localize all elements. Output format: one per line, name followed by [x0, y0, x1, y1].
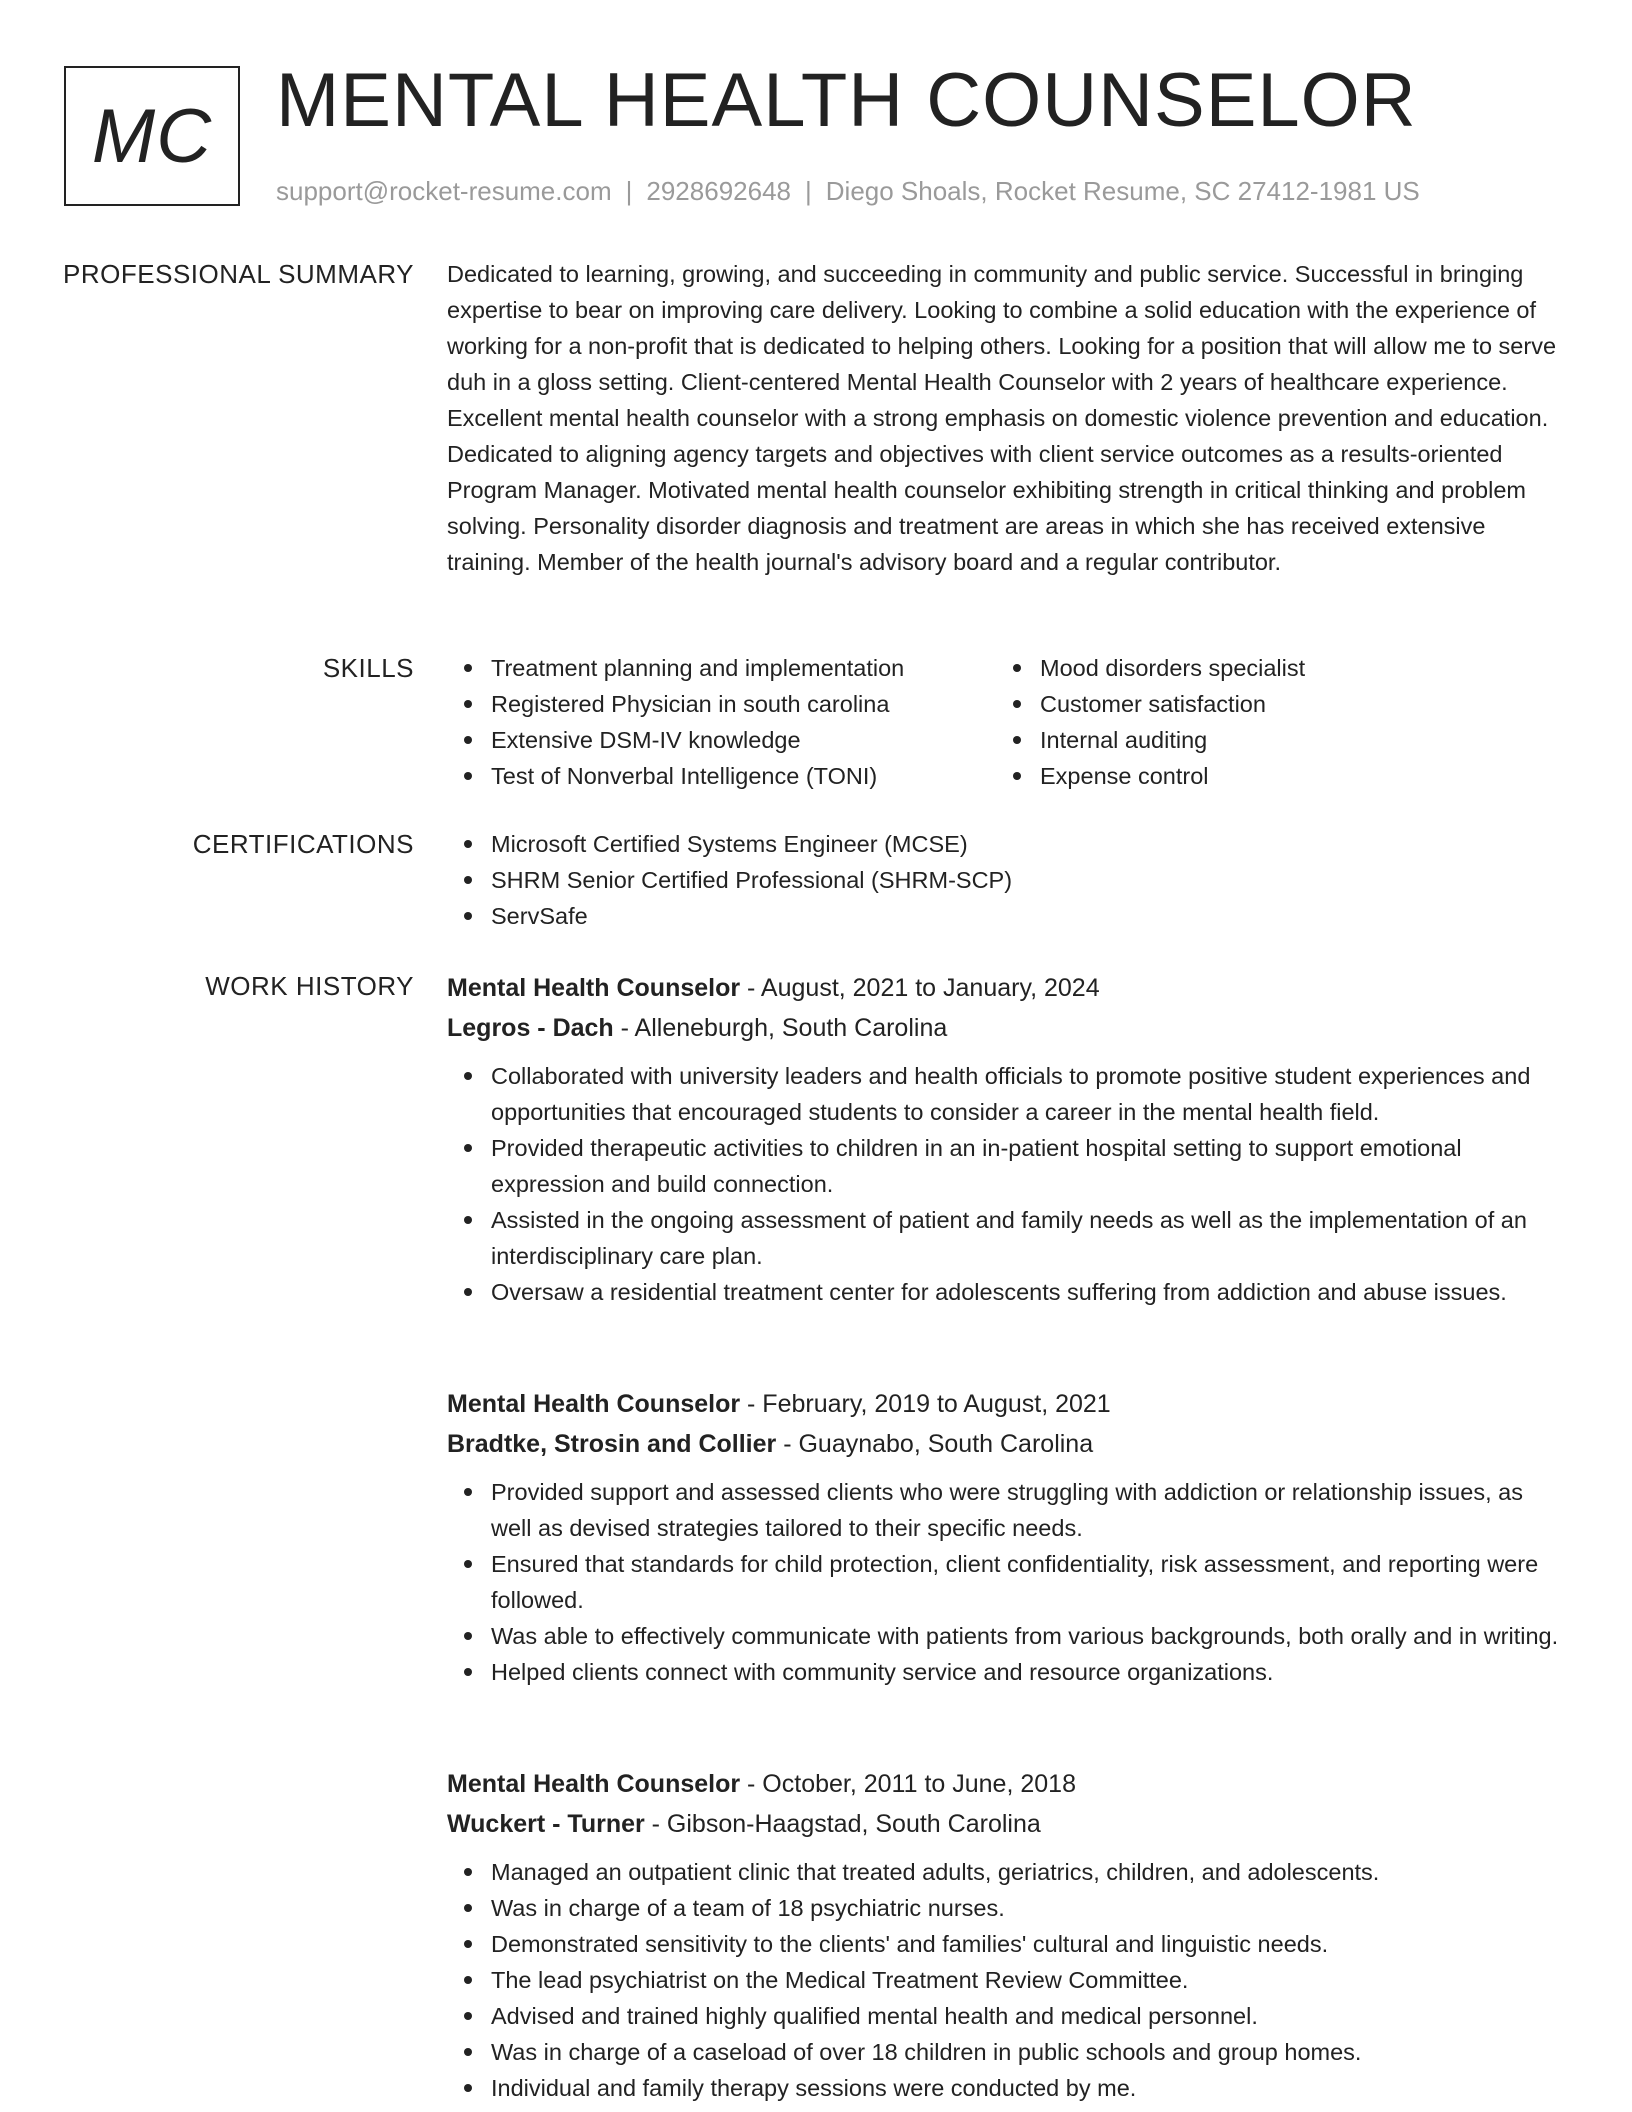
skill-item: Internal auditing [1040, 722, 1545, 758]
contact-email[interactable]: support@rocket-resume.com [276, 176, 612, 206]
contact-separator: | [805, 176, 812, 206]
job-bullet: Was in charge of a team of 18 psychiatric nurses. [491, 1890, 1567, 1926]
job-dates: - August, 2021 to January, 2024 [740, 974, 1100, 1002]
skills-columns [447, 650, 1567, 794]
job-bullet: Assisted in the ongoing assessment of patient and family needs as well as the implementation of an interdisciplinary care plan. [491, 1202, 1567, 1274]
monogram-logo: MC [64, 66, 240, 206]
job-title-line [447, 1764, 1567, 1804]
job-bullet: Managed an outpatient clinic that treated adults, geriatrics, children, and adolescents. [491, 1854, 1567, 1890]
job-title: Mental Health Counselor [447, 1770, 741, 1798]
job-entry [447, 968, 1567, 1310]
certification-item: ServSafe [491, 898, 1567, 934]
skill-item: Mood disorders specialist [1040, 650, 1545, 686]
job-bullet: Provided support and assessed clients who were struggling with addiction or relationship issues, as well as devised strategies tailored to their specific needs. [491, 1474, 1567, 1546]
job-company-line [447, 1424, 1567, 1464]
job-bullets [447, 1854, 1567, 2106]
skill-item: Treatment planning and implementation [491, 650, 996, 686]
job-dates: - February, 2019 to August, 2021 [740, 1390, 1111, 1418]
certification-item: Microsoft Certified Systems Engineer (MCSE) [491, 826, 1567, 862]
job-bullet: The lead psychiatrist on the Medical Treatment Review Committee. [491, 1962, 1567, 1998]
skill-item: Expense control [1040, 758, 1545, 794]
section-label-skills: SKILLS [322, 653, 414, 683]
contact-line [276, 174, 1420, 208]
contact-phone[interactable]: 2928692648 [646, 176, 791, 206]
job-bullet: Was able to effectively communicate with patients from various backgrounds, both orally and in writing. [491, 1618, 1567, 1654]
summary-text: Dedicated to learning, growing, and succeeding in community and public service. Successful in bringing expertise to bear on improving care delivery. Looking to combine a solid education with the experience of working for a non-profit that is dedicated to helping others. Looking for a position that will allow me to serve duh in a gloss setting. Client-centered Mental Health Counselor with 2 years of healthcare experience. Excellent mental health counselor with a strong emphasis on domestic violence prevention and education. Dedicated to aligning agency targets and objectives with client service outcomes as a results-oriented Program Manager. Motivated mental health counselor exhibiting strength in critical thinking and problem solving. Personality disorder diagnosis and treatment are areas in which she has received extensive training. Member of the health journal's advisory board and a regular contributor. [447, 261, 1557, 575]
job-bullet: Collaborated with university leaders and health officials to promote positive student experiences and opportunities that encouraged students to consider a career in the mental health field. [491, 1058, 1567, 1130]
section-label-summary: PROFESSIONAL SUMMARY [63, 259, 414, 289]
job-location: - Gibson-Haagstad, South Carolina [644, 1810, 1041, 1838]
job-company-line [447, 1804, 1567, 1844]
job-bullets [447, 1058, 1567, 1310]
skill-item: Customer satisfaction [1040, 686, 1545, 722]
job-bullets [447, 1474, 1567, 1690]
job-title: Mental Health Counselor [447, 1390, 741, 1418]
job-company: Legros - Dach [447, 1014, 614, 1042]
contact-address: Diego Shoals, Rocket Resume, SC 27412-1981 US [825, 176, 1420, 206]
job-bullet: Was in charge of a caseload of over 18 children in public schools and group homes. [491, 2034, 1567, 2070]
job-location: - Alleneburgh, South Carolina [613, 1014, 948, 1042]
job-bullet: Oversaw a residential treatment center for adolescents suffering from addiction and abuse issues. [491, 1274, 1567, 1310]
skill-item: Test of Nonverbal Intelligence (TONI) [491, 758, 996, 794]
skills-list-left [447, 650, 996, 794]
job-bullet: Advised and trained highly qualified mental health and medical personnel. [491, 1998, 1567, 2034]
skill-item: Registered Physician in south carolina [491, 686, 996, 722]
job-bullet: Helped clients connect with community service and resource organizations. [491, 1654, 1567, 1690]
job-bullet: Demonstrated sensitivity to the clients' and families' cultural and linguistic needs. [491, 1926, 1567, 1962]
job-bullet: Individual and family therapy sessions were conducted by me. [491, 2070, 1567, 2106]
job-entry [447, 1764, 1567, 2106]
job-entry [447, 1384, 1567, 1690]
job-bullet: Ensured that standards for child protection, client confidentiality, risk assessment, and reporting were followed. [491, 1546, 1567, 1618]
job-title: Mental Health Counselor [447, 974, 741, 1002]
job-bullet: Provided therapeutic activities to children in an in-patient hospital setting to support emotional expression and build connection. [491, 1130, 1567, 1202]
job-dates: - October, 2011 to June, 2018 [740, 1770, 1076, 1798]
job-title-line [447, 1384, 1567, 1424]
certification-item: SHRM Senior Certified Professional (SHRM-SCP) [491, 862, 1567, 898]
job-company-line [447, 1008, 1567, 1048]
job-company: Wuckert - Turner [447, 1810, 645, 1838]
certifications-content [447, 826, 1567, 934]
skills-list-right [996, 650, 1545, 794]
job-title-line [447, 968, 1567, 1008]
contact-separator: | [625, 176, 633, 206]
certifications-list [447, 826, 1567, 934]
section-label-certifications: CERTIFICATIONS [192, 829, 414, 859]
resume-title: MENTAL HEALTH COUNSELOR [276, 58, 1417, 143]
section-label-work-history: WORK HISTORY [205, 971, 414, 1001]
job-location: - Guaynabo, South Carolina [776, 1430, 1094, 1458]
job-company: Bradtke, Strosin and Collier [447, 1430, 777, 1458]
skill-item: Extensive DSM-IV knowledge [491, 722, 996, 758]
